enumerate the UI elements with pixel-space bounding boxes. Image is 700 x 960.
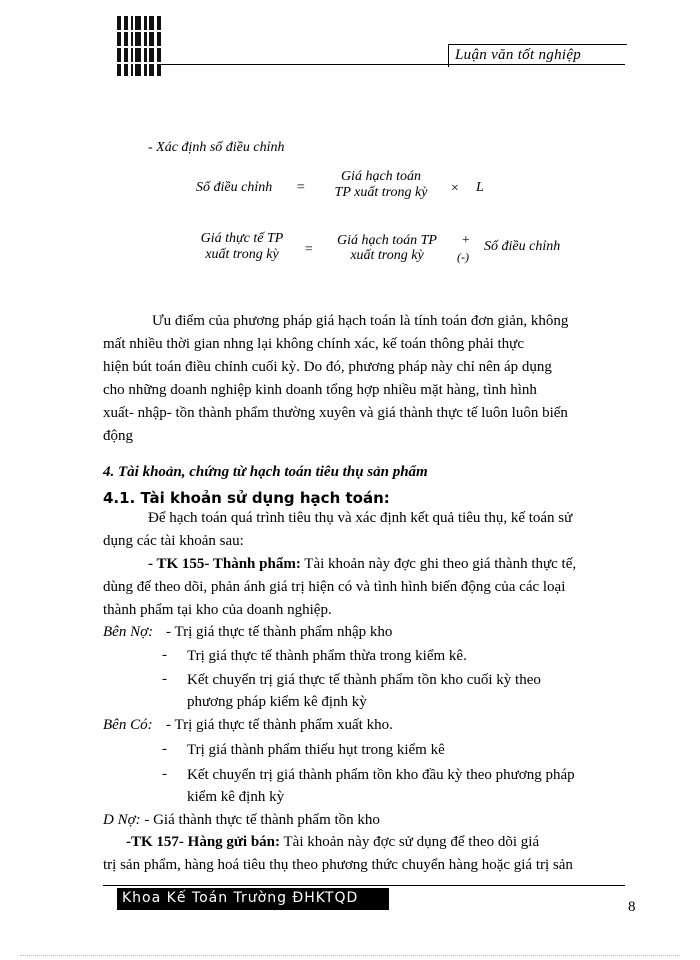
paragraph1-line: cho những doanh nghiệp kinh doanh tổng hợp nhiều mặt hàng, tình hình: [103, 382, 537, 398]
du-no-line: [103, 809, 380, 832]
ben-co-first: - Trị giá thực tế thành phẩm xuất kho.: [166, 717, 393, 733]
formula-heading: - Xác định số điều chỉnh: [148, 140, 285, 155]
formula2-left-top: Giá thực tế TP: [200, 231, 284, 246]
formula2-equals: =: [304, 242, 314, 257]
footer-rule: [103, 885, 625, 886]
paragraph1-line: mất nhiều thời gian nhng lại không chính xác, kế toán thông phải thực: [103, 336, 524, 352]
formula2-minus: (-): [457, 250, 469, 264]
formula1-numerator: Giá hạch toán: [340, 169, 422, 184]
dash-marker: -: [162, 766, 167, 782]
du-no-label: D Nợ:: [103, 812, 141, 828]
ben-co-item2: Trị giá thành phẩm thiếu hụt trong kiểm kê: [187, 742, 445, 758]
du-no-text: - Giá thành thực tế thành phẩm tồn kho: [140, 812, 380, 828]
ben-no-item2: Trị giá thực tế thành phẩm thừa trong kiểm kê.: [187, 648, 467, 664]
ben-co-item3-line2: kiểm kê định kỳ: [187, 789, 285, 805]
university-logo: [117, 16, 161, 76]
page-number: 8: [628, 899, 636, 915]
tk155-line1: [148, 553, 576, 576]
ben-co-label: Bên Có:: [103, 717, 153, 733]
paragraph1-line: hiện bút toán điều chỉnh cuối kỳ. Do đó, phương pháp này chỉ nên áp dụng: [103, 359, 552, 375]
formula1-denominator: TP xuất trong kỳ: [334, 185, 428, 200]
intro-line: dụng các tài khoản sau:: [103, 533, 244, 549]
tk155-line2: dùng để theo dõi, phản ánh giá trị hiện có và tình hình biến động của các loại: [103, 579, 566, 595]
intro-line: Để hạch toán quá trình tiêu thụ và xác định kết quả tiêu thụ, kế toán sử: [148, 510, 573, 526]
footer-school: Khoa Kế Toán Trường ĐHKTQD: [122, 890, 359, 906]
dash-marker: -: [162, 671, 167, 687]
tk157-line2: trị sản phẩm, hàng hoá tiêu thụ theo phương thức chuyển hàng hoặc giá trị sản: [103, 857, 573, 873]
tk155-line3: thành phẩm tại kho của doanh nghiệp.: [103, 602, 332, 618]
ben-no-label: Bên Nợ:: [103, 624, 154, 640]
ben-no-first: - Trị giá thực tế thành phẩm nhập kho: [166, 624, 393, 640]
tk157-line1: [126, 831, 539, 854]
tk155-label: - TK 155- Thành phẩm:: [148, 556, 301, 572]
header-title: Luận văn tốt nghiệp: [455, 47, 582, 63]
page-bottom-divider: [20, 955, 680, 956]
formula2-left-bottom: xuất trong kỳ: [205, 247, 279, 262]
dash-marker: -: [162, 647, 167, 663]
formula1-left: Số điều chỉnh: [196, 180, 273, 195]
header-rule: [160, 64, 625, 65]
formula2-mid-top: Giá hạch toán TP: [337, 233, 437, 248]
formula1-L: L: [476, 180, 484, 195]
formula2-mid-bottom: xuất trong kỳ: [350, 248, 424, 263]
ben-no-item3-line2: phương pháp kiểm kê định kỳ: [187, 694, 367, 710]
formula2-plus: +: [461, 233, 471, 248]
formula1-equals: =: [296, 180, 306, 195]
formula2-right: Số điều chỉnh: [484, 239, 561, 254]
dash-marker: -: [162, 741, 167, 757]
tk157-label: -TK 157- Hàng gửi bán:: [126, 834, 281, 850]
tk155-line1-text: Tài khoản này đợc ghi theo giá thành thực tế,: [300, 556, 577, 572]
ben-co-item3-line1: Kết chuyển trị giá thành phẩm tồn kho đầu kỳ theo phương pháp: [187, 767, 575, 783]
section-4-1-heading: 4.1. Tài khoản sử dụng hạch toán:: [103, 489, 390, 507]
paragraph1-line: xuất- nhập- tồn thành phẩm thường xuyên và giá thành thực tế luôn luôn biến: [103, 405, 568, 421]
tk157-line1-text: Tài khoản này đợc sử dụng để theo dõi giá: [280, 834, 540, 850]
paragraph1-line: Ưu điểm của phương pháp giá hạch toán là tính toán đơn giản, không: [152, 313, 569, 329]
formula1-times: ×: [450, 181, 460, 196]
section-4-heading: 4. Tài khoản, chứng từ hạch toán tiêu thụ sản phẩm: [103, 464, 428, 480]
paragraph1-line: động: [103, 428, 133, 444]
ben-no-item3-line1: Kết chuyển trị giá thực tế thành phẩm tồn kho cuối kỳ theo: [187, 672, 541, 688]
